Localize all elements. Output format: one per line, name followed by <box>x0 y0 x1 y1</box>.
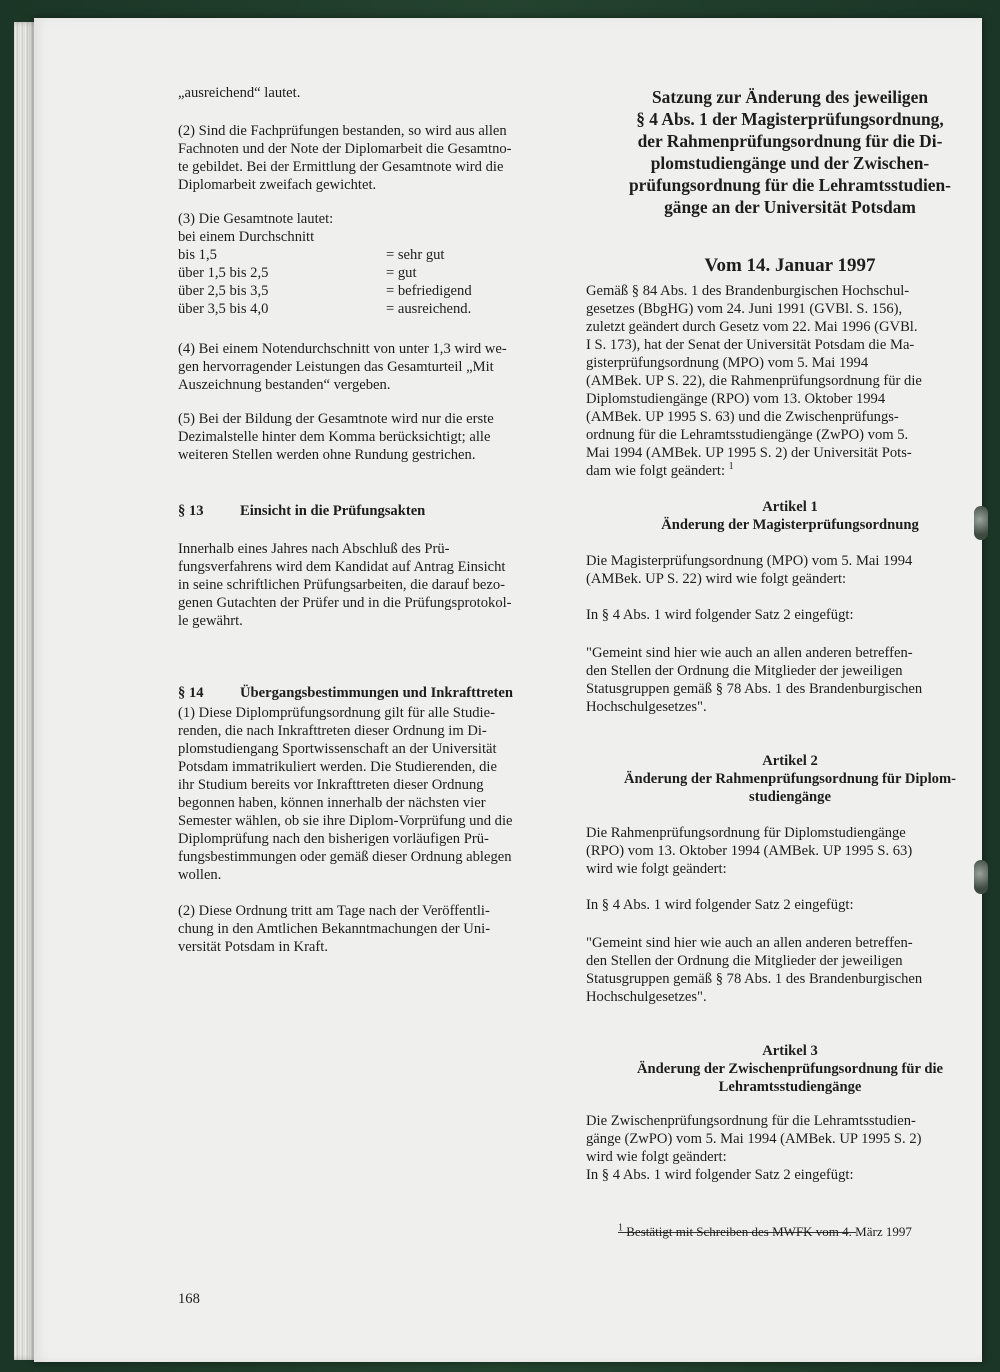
artikel-1-heading <box>586 498 994 534</box>
title-line: gänge an der Universität Potsdam <box>664 197 916 217</box>
footnote-reference[interactable]: 1 <box>728 461 734 473</box>
grade-row <box>178 264 588 282</box>
text-line: (5) Bei der Bildung der Gesamtnote wird nur die erste <box>178 411 494 427</box>
title-line: Satzung zur Änderung des jeweiligen <box>651 87 928 107</box>
text-line: Diplomstudiengänge (RPO) vom 13. Oktober 1994 <box>586 391 886 407</box>
text-line: Dezimalstelle hinter dem Komma berücksichtigt; alle <box>178 429 491 445</box>
grade-range: über 2,5 bis 3,5 <box>178 283 269 299</box>
text-line: (4) Bei einem Notendurchschnitt von unter 1,3 wird we- <box>178 341 507 357</box>
section-14-heading <box>178 684 588 702</box>
text-line: (AMBek. UP S. 22), die Rahmenprüfungsordnung für die <box>586 373 922 389</box>
text-line: Hochschulgesetzes". <box>586 699 707 715</box>
text-line: gen hervorragender Leistungen das Gesamturteil „Mit <box>178 359 494 375</box>
section-13-body <box>178 540 588 630</box>
text-line: (AMBek. UP 1995 S. 63) und die Zwischenprüfungs- <box>586 409 899 425</box>
article-subheading: Änderung der Rahmenprüfungsordnung für Diplom- <box>624 771 956 787</box>
artikel-1-insert-line: In § 4 Abs. 1 wird folgender Satz 2 eingefügt: <box>586 607 854 623</box>
artikel-3-intro <box>586 1112 994 1184</box>
text-line: Mai 1994 (AMBek. UP 1995 S. 2) der Universität Pots- <box>586 445 912 461</box>
footnote-mark: 1 <box>618 1222 623 1234</box>
text-line: Die Zwischenprüfungsordnung für die Lehramtsstudien- <box>586 1113 916 1129</box>
article-subheading: Änderung der Zwischenprüfungsordnung für die <box>636 1061 943 1077</box>
grade-table <box>178 246 588 318</box>
section-number: § 14 <box>178 685 204 701</box>
title-line: § 4 Abs. 1 der Magisterprüfungsordnung, <box>636 109 944 129</box>
grade-range: bis 1,5 <box>178 247 217 263</box>
text-line: chung in den Amtlichen Bekanntmachungen der Uni- <box>178 921 491 937</box>
artikel-2-heading <box>586 752 994 806</box>
text-line: (2) Sind die Fachprüfungen bestanden, so wird aus allen <box>178 123 507 139</box>
text-line: versität Potsdam in Kraft. <box>178 939 328 955</box>
text-line: weiteren Stellen werden ohne Rundung gestrichen. <box>178 447 476 463</box>
grade-range: über 3,5 bis 4,0 <box>178 301 269 317</box>
text-line: gisterprüfungsordnung (MPO) vom 5. Mai 1994 <box>586 355 869 371</box>
artikel-1-quote <box>586 644 994 716</box>
artikel-3-heading <box>586 1042 994 1096</box>
article-number: Artikel 3 <box>762 1043 818 1059</box>
article-number: Artikel 2 <box>762 753 818 769</box>
section-14-paragraph-2 <box>178 902 588 956</box>
text-line: begonnen haben, können innerhalb der nächsten vier <box>178 795 486 811</box>
text-line <box>586 462 994 480</box>
text-line: Auszeichnung bestanden“ vergeben. <box>178 377 391 393</box>
article-subheading: Lehramtsstudiengänge <box>718 1079 862 1095</box>
text-line: (2) Diese Ordnung tritt am Tage nach der Veröffentli- <box>178 903 490 919</box>
text-line: Die Rahmenprüfungsordnung für Diplomstudiengänge <box>586 825 906 841</box>
text-line: Gemäß § 84 Abs. 1 des Brandenburgischen Hochschul- <box>586 283 910 299</box>
footnote <box>618 1224 994 1240</box>
document-title <box>586 86 994 218</box>
paragraph-5 <box>178 410 588 464</box>
text-line: fungsbestimmungen oder gemäß dieser Ordnung ablegen <box>178 849 512 865</box>
text-line: (AMBek. UP S. 22) wird wie folgt geändert: <box>586 571 847 587</box>
section-13-heading <box>178 502 588 520</box>
preamble <box>586 282 994 480</box>
text-line: Diplomarbeit zweifach gewichtet. <box>178 177 377 193</box>
grade-row <box>178 300 588 318</box>
artikel-2-intro <box>586 824 994 878</box>
text-line: den Stellen der Ordnung die Mitglieder der jeweiligen <box>586 663 903 679</box>
section-title: Einsicht in die Prüfungsakten <box>240 503 426 519</box>
text-line: Innerhalb eines Jahres nach Abschluß des Prü- <box>178 541 450 557</box>
page-number: 168 <box>178 1291 200 1307</box>
text-line: le gewährt. <box>178 613 243 629</box>
title-line: prüfungsordnung für die Lehramtsstudien- <box>629 175 951 195</box>
grade-range: über 1,5 bis 2,5 <box>178 265 269 281</box>
text-line: Statusgruppen gemäß § 78 Abs. 1 des Brandenburgischen <box>586 971 923 987</box>
date-line: Vom 14. Januar 1997 <box>704 255 876 276</box>
artikel-2-quote <box>586 934 994 1006</box>
text-line: te gebildet. Bei der Ermittlung der Gesamtnote wird die <box>178 159 504 175</box>
text-line: zuletzt geändert durch Gesetz vom 22. Mai 1996 (GVBl. <box>586 319 918 335</box>
text-line: Die Magisterprüfungsordnung (MPO) vom 5. Mai 1994 <box>586 553 913 569</box>
title-line: plomstudiengänge und der Zwischen- <box>650 153 930 173</box>
section-title: Übergangsbestimmungen und Inkrafttreten <box>240 685 513 701</box>
text-line: in seine schriftlichen Prüfungsarbeiten, die darauf bezo- <box>178 577 506 593</box>
text-line: (RPO) vom 13. Oktober 1994 (AMBek. UP 1995 S. 63) <box>586 843 913 859</box>
text-line: genen Gutachten der Prüfer und in die Prüfungsprotokol- <box>178 595 512 611</box>
text-line: "Gemeint sind hier wie auch an allen anderen betreffen- <box>586 935 913 951</box>
text-line: renden, die nach Inkrafttreten dieser Ordnung im Di- <box>178 723 487 739</box>
text-line: wird wie folgt geändert: <box>586 1149 727 1165</box>
text-line: Potsdam immatrikuliert werden. Die Studierenden, die <box>178 759 497 775</box>
text-line-content: dam wie folgt geändert: <box>586 463 725 479</box>
artikel-2-insert-line: In § 4 Abs. 1 wird folgender Satz 2 eingefügt: <box>586 897 854 913</box>
text-line: I S. 173), hat der Senat der Universität Potsdam die Ma- <box>586 337 915 353</box>
text-line: plomstudiengang Sportwissenschaft an der Universität <box>178 741 497 757</box>
grade-label: = ausreichend. <box>386 301 472 317</box>
text-line: bei einem Durchschnitt <box>178 229 315 245</box>
grade-row <box>178 246 588 264</box>
grade-row <box>178 282 588 300</box>
grade-label: = sehr gut <box>386 247 445 263</box>
paragraph-2 <box>178 122 588 194</box>
article-subheading: studiengänge <box>749 789 831 805</box>
text-line: Semester wählen, ob sie ihre Diplom-Vorprüfung und die <box>178 813 513 829</box>
paragraph-3 <box>178 210 588 318</box>
section-14-paragraph-1 <box>178 704 588 884</box>
section-number: § 13 <box>178 503 204 519</box>
title-line: der Rahmenprüfungsordnung für die Di- <box>637 131 943 151</box>
paragraph-4 <box>178 340 588 394</box>
text-line: "Gemeint sind hier wie auch an allen anderen betreffen- <box>586 645 913 661</box>
grade-label: = gut <box>386 265 417 281</box>
text-line: (1) Diese Diplomprüfungsordnung gilt für alle Studie- <box>178 705 495 721</box>
text-line: Fachnoten und der Note der Diplomarbeit die Gesamtno- <box>178 141 512 157</box>
artikel-1-intro <box>586 552 994 588</box>
text-line: gänge (ZwPO) vom 5. Mai 1994 (AMBek. UP 1995 S. 2) <box>586 1131 922 1147</box>
text-line: In § 4 Abs. 1 wird folgender Satz 2 eingefügt: <box>586 1167 854 1183</box>
text-line: wird wie folgt geändert: <box>586 861 727 877</box>
article-subheading: Änderung der Magisterprüfungsordnung <box>661 517 919 533</box>
left-column <box>178 18 588 1307</box>
text-line: wollen. <box>178 867 222 883</box>
lead-line: „ausreichend“ lautet. <box>178 85 301 101</box>
text-line: ihr Studium bereits vor Inkrafttreten dieser Ordnung <box>178 777 484 793</box>
text-line: ordnung für die Lehramtsstudiengänge (ZwPO) vom 5. <box>586 427 909 443</box>
article-number: Artikel 1 <box>762 499 818 515</box>
text-line: Diplomprüfung nach den bisherigen vorläufigen Prü- <box>178 831 489 847</box>
text-line: fungsverfahrens wird dem Kandidat auf Antrag Einsicht <box>178 559 506 575</box>
footnote-text: Bestätigt mit Schreiben des MWFK vom 4. März 1997 <box>626 1224 912 1239</box>
text-line: Statusgruppen gemäß § 78 Abs. 1 des Brandenburgischen <box>586 681 923 697</box>
text-line: Hochschulgesetzes". <box>586 989 707 1005</box>
text-line: gesetzes (BbgHG) vom 24. Juni 1991 (GVBl. S. 156), <box>586 301 903 317</box>
text-line: (3) Die Gesamtnote lautet: <box>178 211 334 227</box>
grade-label: = befriedigend <box>386 283 472 299</box>
document-page <box>34 18 982 1362</box>
text-line: den Stellen der Ordnung die Mitglieder der jeweiligen <box>586 953 903 969</box>
